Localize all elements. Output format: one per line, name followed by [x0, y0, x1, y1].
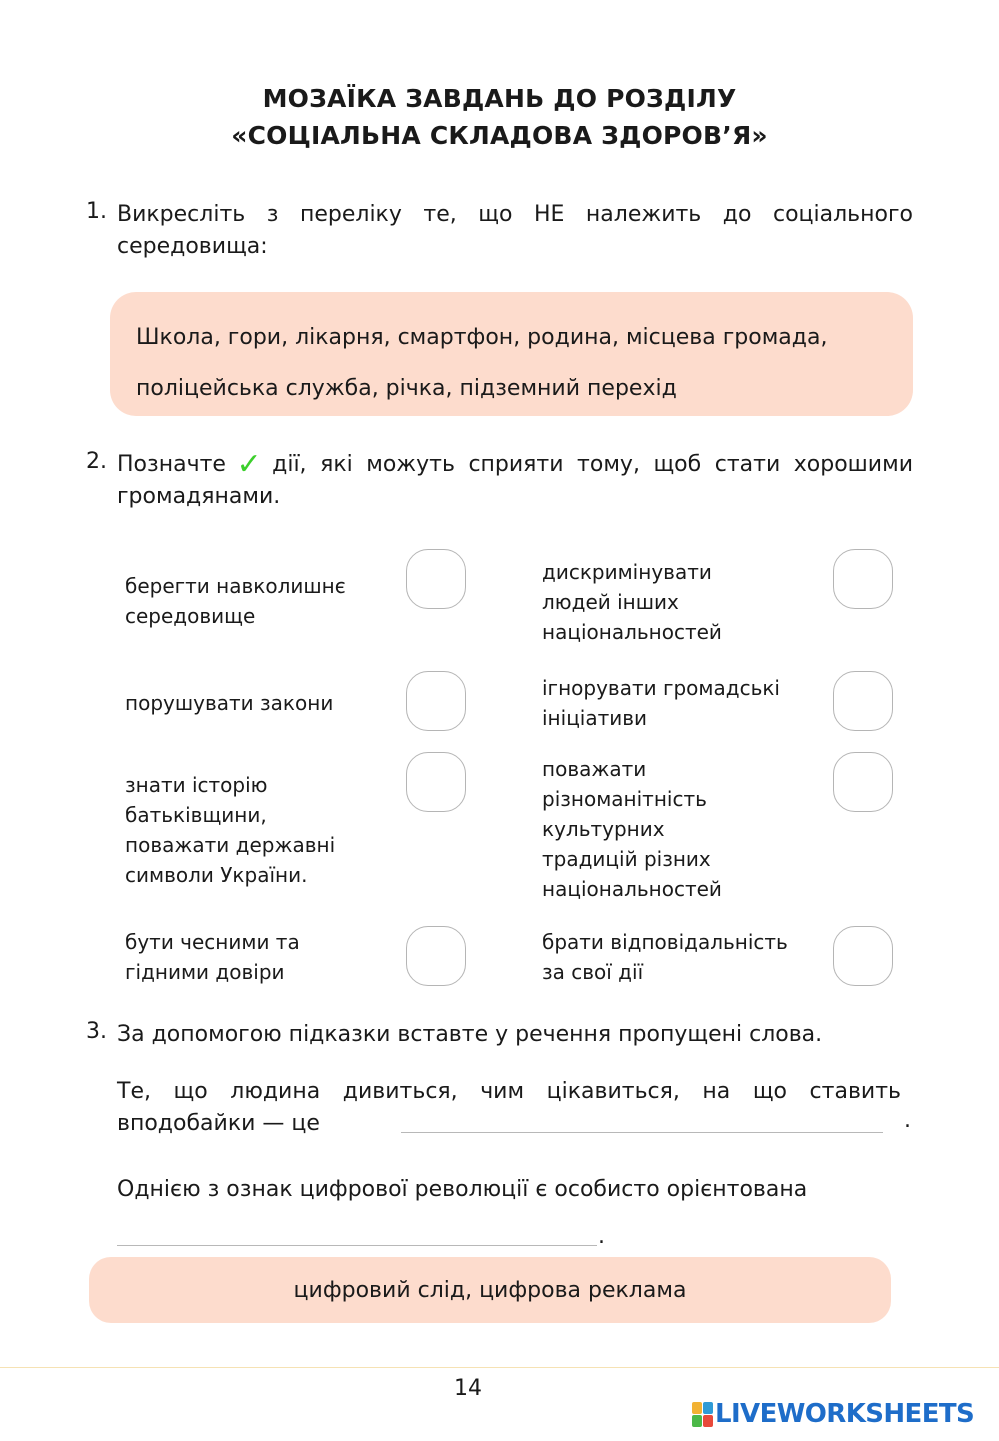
option-line: гідними довіри — [125, 960, 285, 984]
task-2-number: 2. — [86, 449, 107, 474]
hint-word-box — [89, 1257, 891, 1323]
option-checkbox[interactable] — [406, 752, 466, 812]
option-line: поважати — [542, 757, 647, 781]
option-label — [542, 673, 780, 733]
option-line: дискримінувати — [542, 560, 712, 584]
task-1-number: 1. — [86, 199, 107, 224]
sentence-2-period: . — [598, 1224, 605, 1249]
liveworksheets-logo — [692, 1399, 974, 1429]
page-title — [0, 80, 999, 154]
option-label — [542, 754, 722, 904]
liveworksheets-logo-icon — [692, 1402, 713, 1427]
option-line: різноманітність — [542, 787, 707, 811]
option-line: ігнорувати громадські — [542, 676, 780, 700]
task-1-words-line-2[interactable]: поліцейська служба, річка, підземний перехід — [136, 376, 677, 401]
checkmark-icon: ✓ — [229, 447, 269, 482]
option-line: традицій різних — [542, 847, 711, 871]
title-line-2: «СОЦІАЛЬНА СКЛАДОВА ЗДОРОВ’Я» — [231, 121, 768, 150]
task-2-text-after: дії, які можуть сприяти тому, щоб стати хорошими громадянами. — [117, 452, 913, 509]
option-line: поважати державні — [125, 833, 336, 857]
option-line: символи України. — [125, 863, 308, 887]
task-3-number: 3. — [86, 1019, 107, 1044]
option-line: національностей — [542, 877, 722, 901]
task-3-sentence-2: Однією з ознак цифрової революції є особисто орієнтована — [117, 1177, 808, 1202]
sentence-1-period: . — [904, 1108, 911, 1133]
task-1-word-box — [110, 292, 913, 416]
option-line: середовище — [125, 604, 256, 628]
task-3-sentence-1: Те, що людина дивиться, чим цікавиться, на що ставить вподобайки — це — [117, 1079, 901, 1136]
option-line: берегти навколишнє — [125, 574, 346, 598]
hint-words[interactable]: цифровий слід, цифрова реклама — [293, 1277, 687, 1303]
option-checkbox[interactable] — [833, 926, 893, 986]
option-line: бути чесними та — [125, 930, 300, 954]
task-2-text — [117, 449, 913, 513]
option-checkbox[interactable] — [406, 671, 466, 731]
answer-blank-1[interactable] — [401, 1132, 883, 1133]
task-1-words-line-1[interactable]: Школа, гори, лікарня, смартфон, родина, місцева громада, — [136, 325, 828, 350]
option-line: батьківщини, — [125, 803, 267, 827]
option-line: ініціативи — [542, 706, 648, 730]
task-2-text-before: Позначте — [117, 452, 226, 477]
option-label — [125, 688, 333, 718]
page-number: 14 — [454, 1376, 482, 1401]
option-label — [542, 927, 788, 987]
answer-blank-2[interactable] — [117, 1245, 597, 1246]
option-label — [542, 557, 722, 647]
option-line: культурних — [542, 817, 665, 841]
option-checkbox[interactable] — [406, 549, 466, 609]
option-line: брати відповідальність — [542, 930, 788, 954]
option-checkbox[interactable] — [833, 549, 893, 609]
option-line: знати історію — [125, 773, 268, 797]
title-line-1: МОЗАЇКА ЗАВДАНЬ ДО РОЗДІЛУ — [262, 84, 737, 113]
option-line: порушувати закони — [125, 691, 334, 715]
option-label — [125, 770, 335, 890]
option-label — [125, 927, 300, 987]
option-checkbox[interactable] — [833, 671, 893, 731]
option-label — [125, 571, 346, 631]
brand-name: LIVEWORKSHEETS — [715, 1399, 975, 1429]
option-checkbox[interactable] — [833, 752, 893, 812]
task-3-text: За допомогою підказки вставте у речення пропущені слова. — [117, 1022, 823, 1047]
task-1-text: Викресліть з переліку те, що НЕ належить до соціального середовища: — [117, 202, 913, 259]
footer-divider — [0, 1367, 999, 1368]
option-checkbox[interactable] — [406, 926, 466, 986]
option-line: національностей — [542, 620, 722, 644]
option-line: людей інших — [542, 590, 679, 614]
option-line: за свої дії — [542, 960, 644, 984]
